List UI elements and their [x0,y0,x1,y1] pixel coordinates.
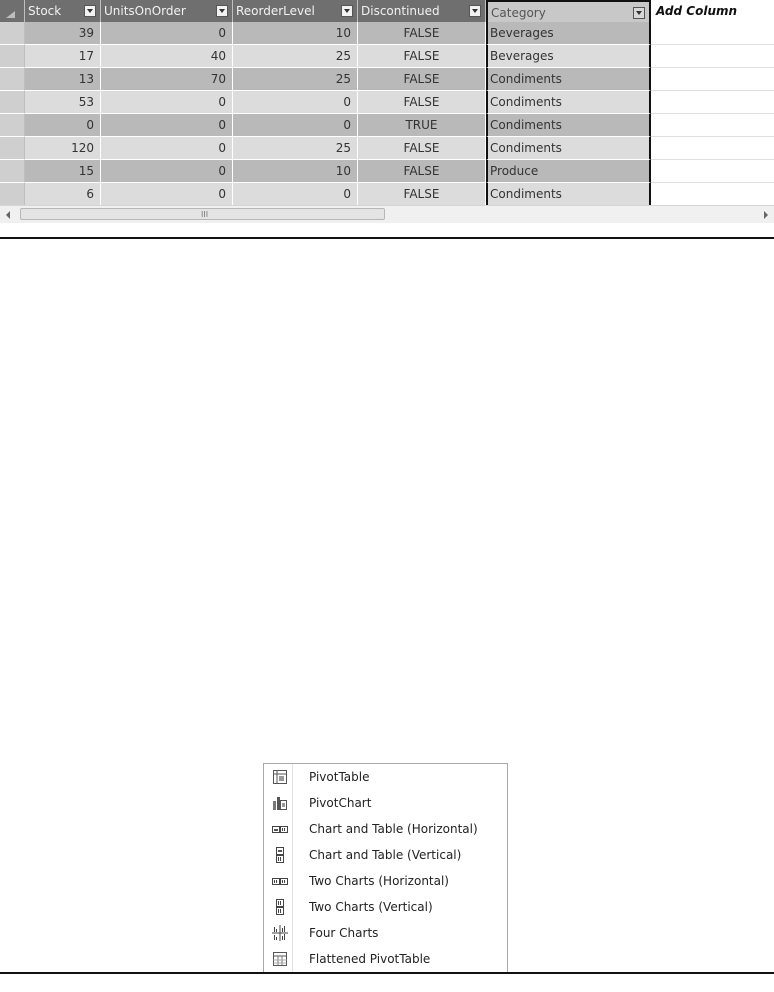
cell-reorder-level[interactable]: 0 [233,114,358,137]
column-header-discontinued[interactable] [358,0,486,22]
menu-item-four-charts[interactable] [264,920,507,946]
divider-top [0,237,774,239]
cell-add-column[interactable] [651,114,774,137]
column-header-label: ReorderLevel [236,4,315,18]
column-header-label: Category [491,6,546,20]
pivottable-dropdown-menu [263,763,508,972]
cell-stock[interactable]: 0 [25,114,101,137]
cell-reorder-level[interactable]: 0 [233,91,358,114]
cell-category[interactable]: Produce [486,160,651,183]
table-row[interactable] [0,45,774,68]
menu-item-two-charts-vertical[interactable] [264,894,507,920]
two-charts-horizontal-icon [272,873,288,889]
filter-dropdown-icon[interactable] [469,5,481,17]
select-all-corner[interactable] [0,0,25,22]
menu-item-chart-and-table-vertical[interactable] [264,842,507,868]
cell-category[interactable]: Beverages [486,22,651,45]
cell-units-on-order[interactable]: 0 [101,137,233,160]
cell-units-on-order[interactable]: 0 [101,160,233,183]
cell-reorder-level[interactable]: 0 [233,183,358,206]
cell-discontinued[interactable]: TRUE [358,114,486,137]
flattened-pivottable-icon [272,951,288,967]
column-header-reorder-level[interactable] [233,0,358,22]
cell-stock[interactable]: 17 [25,45,101,68]
chart-table-horizontal-icon [272,821,288,837]
cell-add-column[interactable] [651,183,774,206]
filter-dropdown-icon[interactable] [84,5,96,17]
menu-item-label: Flattened PivotTable [309,952,431,966]
cell-discontinued[interactable]: FALSE [358,45,486,68]
column-header-label: Discontinued [361,4,440,18]
chart-table-vertical-icon [272,847,288,863]
pivottable-icon [272,769,288,785]
cell-discontinued[interactable]: FALSE [358,68,486,91]
cell-units-on-order[interactable]: 0 [101,22,233,45]
cell-stock[interactable]: 15 [25,160,101,183]
cell-add-column[interactable] [651,45,774,68]
cell-add-column[interactable] [651,160,774,183]
cell-add-column[interactable] [651,22,774,45]
table-row[interactable] [0,91,774,114]
menu-item-pivottable[interactable] [264,764,507,790]
cell-reorder-level[interactable]: 10 [233,160,358,183]
cell-discontinued[interactable]: FALSE [358,22,486,45]
row-selector[interactable] [0,91,25,114]
row-selector[interactable] [0,45,25,68]
cell-reorder-level[interactable]: 10 [233,22,358,45]
table-row[interactable] [0,137,774,160]
two-charts-vertical-icon [272,899,288,915]
menu-item-chart-and-table-horizontal[interactable] [264,816,507,842]
scroll-left-arrow-icon[interactable] [4,210,14,220]
row-selector[interactable] [0,160,25,183]
column-header-label: UnitsOnOrder [104,4,186,18]
row-selector[interactable] [0,114,25,137]
data-grid [0,0,774,222]
pivotchart-icon [272,795,288,811]
cell-reorder-level[interactable]: 25 [233,45,358,68]
column-header-category[interactable] [486,0,651,22]
column-header-units-on-order[interactable] [101,0,233,22]
table-row[interactable] [0,183,774,206]
table-row[interactable] [0,160,774,183]
cell-category[interactable]: Beverages [486,45,651,68]
column-header-label: Stock [28,4,62,18]
cell-stock[interactable]: 53 [25,91,101,114]
menu-item-pivotchart[interactable] [264,790,507,816]
column-header-stock[interactable] [25,0,101,22]
divider-bottom [0,972,774,974]
scrollbar-grip: III [201,210,209,219]
table-row[interactable] [0,114,774,137]
cell-stock[interactable]: 39 [25,22,101,45]
cell-category[interactable]: Condiments [486,137,651,160]
cell-stock[interactable]: 6 [25,183,101,206]
menu-item-label: PivotChart [309,796,372,810]
cell-units-on-order[interactable]: 70 [101,68,233,91]
cell-add-column[interactable] [651,137,774,160]
menu-item-flattened-pivottable[interactable] [264,946,507,972]
menu-item-label: Four Charts [309,926,379,940]
horizontal-scrollbar[interactable] [0,205,774,223]
cell-category[interactable]: Condiments [486,114,651,137]
cell-stock[interactable]: 13 [25,68,101,91]
cell-units-on-order[interactable]: 0 [101,183,233,206]
add-column-header[interactable] [651,0,774,22]
cell-reorder-level[interactable]: 25 [233,137,358,160]
cell-discontinued[interactable]: FALSE [358,137,486,160]
cell-units-on-order[interactable]: 0 [101,114,233,137]
cell-category[interactable]: Condiments [486,68,651,91]
filter-dropdown-icon[interactable] [633,7,645,19]
cell-units-on-order[interactable]: 40 [101,45,233,68]
cell-add-column[interactable] [651,91,774,114]
menu-item-label: Two Charts (Vertical) [309,900,433,914]
cell-discontinued[interactable]: FALSE [358,91,486,114]
four-charts-icon [272,925,288,941]
table-row[interactable] [0,22,774,45]
cell-add-column[interactable] [651,68,774,91]
cell-units-on-order[interactable]: 0 [101,91,233,114]
cell-stock[interactable]: 120 [25,137,101,160]
menu-item-label: PivotTable [309,770,370,784]
row-selector[interactable] [0,137,25,160]
row-selector[interactable] [0,68,25,91]
filter-dropdown-icon[interactable] [341,5,353,17]
menu-item-two-charts-horizontal[interactable] [264,868,507,894]
menu-item-label: Two Charts (Horizontal) [309,874,449,888]
table-row[interactable] [0,68,774,91]
cell-discontinued[interactable]: FALSE [358,160,486,183]
cell-discontinued[interactable]: FALSE [358,183,486,206]
filter-dropdown-icon[interactable] [216,5,228,17]
row-selector[interactable] [0,183,25,206]
scrollbar-thumb[interactable] [20,208,385,220]
cell-reorder-level[interactable]: 25 [233,68,358,91]
menu-item-label: Chart and Table (Horizontal) [309,822,478,836]
row-selector[interactable] [0,22,25,45]
menu-item-label: Chart and Table (Vertical) [309,848,462,862]
cell-category[interactable]: Condiments [486,183,651,206]
scroll-right-arrow-icon[interactable] [760,210,770,220]
grid-header-row [0,0,774,22]
add-column-label: Add Column [656,4,738,18]
cell-category[interactable]: Condiments [486,91,651,114]
